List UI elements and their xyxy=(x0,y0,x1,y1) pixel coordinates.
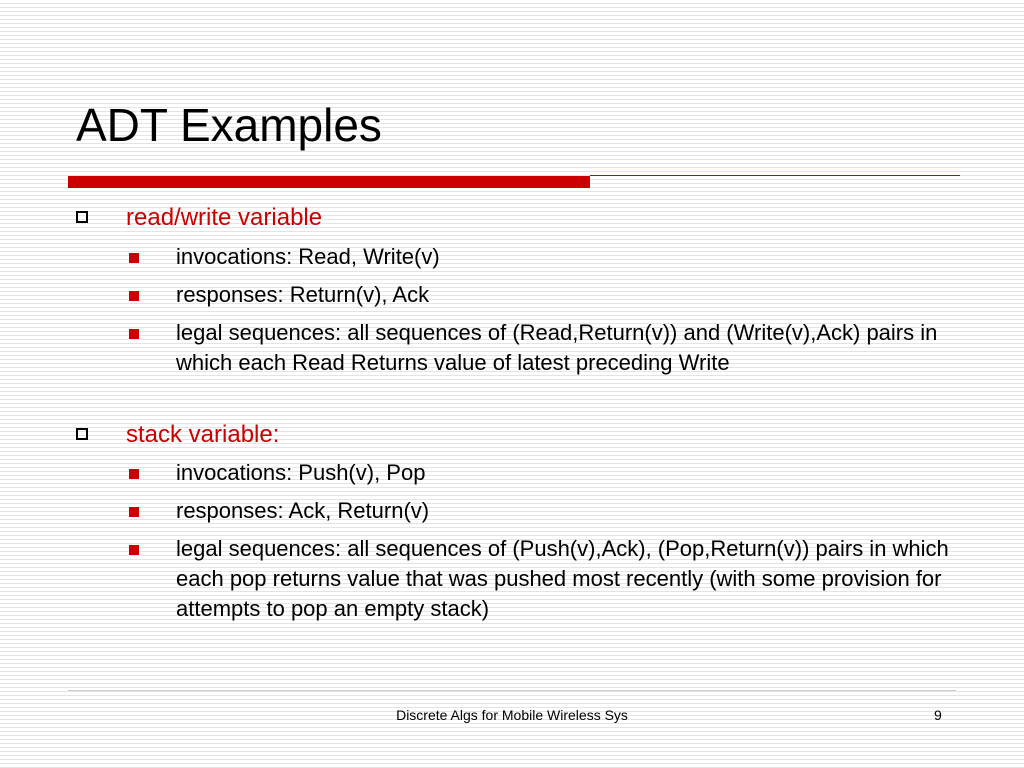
section-heading-text: stack variable: xyxy=(126,421,280,448)
bullet-item xyxy=(176,318,956,378)
filled-square-icon xyxy=(129,291,139,301)
footer-divider xyxy=(68,690,956,691)
bullet-item-text: responses: Return(v), Ack xyxy=(176,282,430,307)
bullet-item-text: legal sequences: all sequences of (Push(v),Ack), (Pop,Return(v)) pairs in which each pop returns value that was pushed most recently (with some provision for attempts to pop an empty stack) xyxy=(176,536,949,621)
bullet-item-text: responses: Ack, Return(v) xyxy=(176,498,430,523)
bullet-item-text: invocations: Read, Write(v) xyxy=(176,244,440,269)
bullet-item-text: legal sequences: all sequences of (Read,Return(v)) and (Write(v),Ack) pairs in which each Read Returns value of latest preceding Write xyxy=(176,320,938,375)
bullet-item xyxy=(176,280,956,310)
bullet-item xyxy=(176,496,956,526)
bullet-item xyxy=(176,242,956,272)
filled-square-icon xyxy=(129,507,139,517)
title-underline-thin xyxy=(590,175,960,176)
slide-title: ADT Examples xyxy=(76,99,382,151)
title-underline-thick xyxy=(68,176,590,188)
section-heading xyxy=(126,420,279,450)
hollow-square-icon xyxy=(76,211,88,223)
filled-square-icon xyxy=(129,329,139,339)
bullet-item-text: invocations: Push(v), Pop xyxy=(176,460,426,485)
section-heading-text: read/write variable xyxy=(126,204,323,231)
hollow-square-icon xyxy=(76,428,88,440)
filled-square-icon xyxy=(129,253,139,263)
filled-square-icon xyxy=(129,545,139,555)
bullet-item xyxy=(176,458,956,488)
bullet-item xyxy=(176,534,956,624)
filled-square-icon xyxy=(129,469,139,479)
section-heading xyxy=(126,203,322,233)
footer-text: Discrete Algs for Mobile Wireless Sys xyxy=(396,707,628,723)
page-number: 9 xyxy=(934,707,942,723)
